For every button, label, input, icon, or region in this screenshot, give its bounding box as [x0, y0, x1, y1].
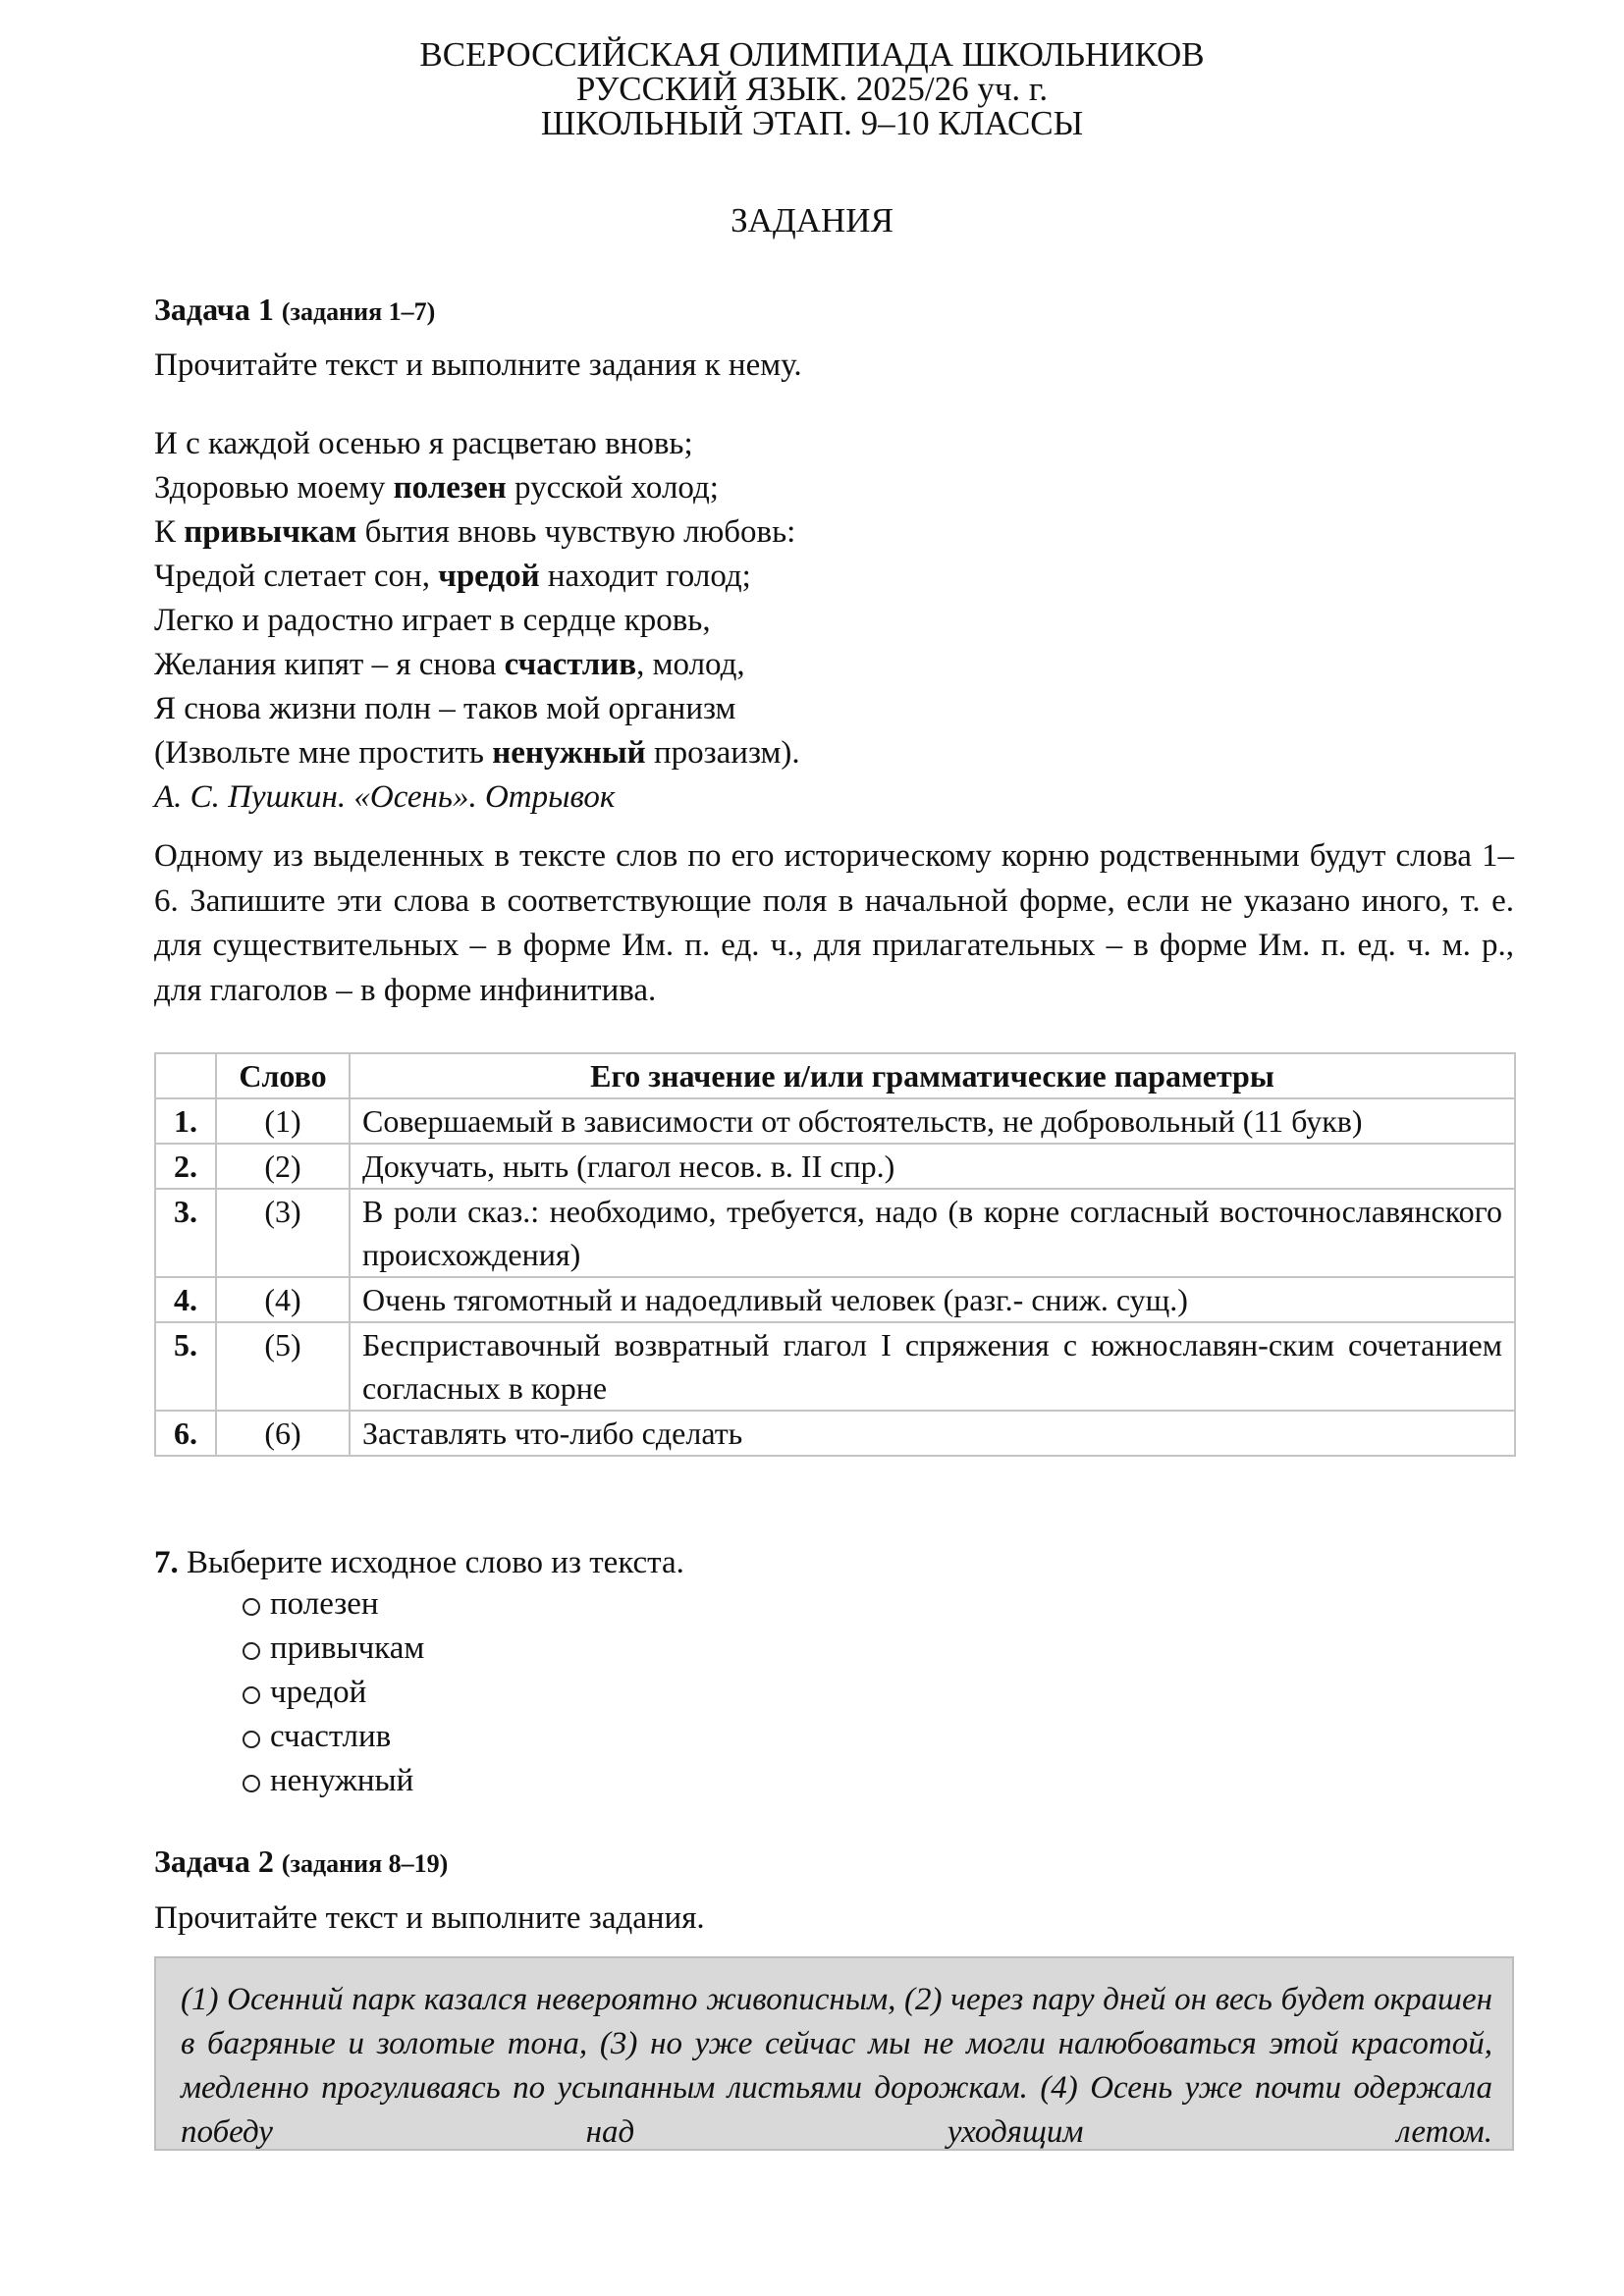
row-number: 2.	[155, 1144, 216, 1189]
question-7	[154, 1541, 684, 1585]
table-header-row	[155, 1053, 1515, 1098]
row-description: Докучать, ныть (глагол несов. в. II спр.)	[350, 1144, 1515, 1189]
task2-title-main: Задача 2	[154, 1843, 274, 1879]
header-num	[155, 1053, 216, 1098]
header-word: Слово	[216, 1053, 350, 1098]
highlighted-word: полезен	[393, 470, 507, 506]
task1-title	[154, 292, 435, 328]
task2-text-box: (1) Осенний парк казался невероятно живописным, (2) через пару дней он весь будет окрашен в багряные и золотые тона, (3) но уже сейчас мы не могли налюбоваться этой красотой, медленно прогуливаясь по усыпанным листьями дорожкам. (4) Осень уже почти одержала победу над уходящим летом.	[154, 1956, 1514, 2151]
row-description: Совершаемый в зависимости от обстоятельств, не добровольный (11 букв)	[350, 1098, 1515, 1144]
task1-title-sub: (задания 1–7)	[281, 297, 436, 326]
table-row	[155, 1098, 1515, 1144]
table-row	[155, 1411, 1515, 1456]
radio-icon[interactable]	[243, 1598, 260, 1616]
table-row	[155, 1189, 1515, 1277]
poem-line: К привычкам бытия вновь чувствую любовь:	[154, 514, 796, 550]
row-description: В роли сказ.: необходимо, требуется, надо (в корне согласный восточнославянского происхождения)	[350, 1189, 1515, 1277]
header-olympiad: ВСЕРОССИЙСКАЯ ОЛИМПИАДА ШКОЛЬНИКОВ	[419, 35, 1205, 74]
row-description: Бесприставочный возвратный глагол I спряжения с южнославян-ским сочетанием согласных в корне	[350, 1322, 1515, 1411]
row-number: 3.	[155, 1189, 216, 1277]
task2-title-sub: (задания 8–19)	[281, 1849, 449, 1878]
option-nenuzhny[interactable]: ненужный	[243, 1759, 424, 1803]
task2-intro: Прочитайте текст и выполните задания.	[154, 1900, 705, 1936]
task2-title	[154, 1843, 448, 1880]
question-7-number: 7.	[154, 1545, 179, 1580]
task1-instruction: Одному из выделенных в тексте слов по его историческому корню родственными будут слова 1–6. Запишите эти слова в соответствующие поля в начальной форме, если не указано иного, т. е. для существительных – в форме Им. п. ед. ч., для прилагательных – в форме Им. п. ед. ч. м. р., для глаголов – в форме инфинитива.	[154, 838, 1514, 1008]
header-meaning: Его значение и/или грамматические параметры	[350, 1053, 1515, 1098]
row-description: Очень тягомотный и надоедливый человек (разг.- сниж. сущ.)	[350, 1277, 1515, 1322]
section-title: ЗАДАНИЯ	[731, 201, 893, 240]
row-number: 4.	[155, 1277, 216, 1322]
row-description: Заставлять что-либо сделать	[350, 1411, 1515, 1456]
header-subject-year: РУССКИЙ ЯЗЫК. 2025/26 уч. г.	[575, 70, 1049, 108]
row-number: 1.	[155, 1098, 216, 1144]
poem-line: Здоровью моему полезен русской холод;	[154, 470, 719, 506]
poem-line: И с каждой осенью я расцветаю вновь;	[154, 426, 693, 461]
option-schastliv[interactable]: счастлив	[243, 1715, 424, 1759]
answer-field[interactable]: (2)	[216, 1144, 350, 1189]
table-row	[155, 1144, 1515, 1189]
radio-icon[interactable]	[243, 1642, 260, 1660]
poem-line: Чредой слетает сон, чредой находит голод;	[154, 559, 751, 594]
row-number: 5.	[155, 1322, 216, 1411]
radio-icon[interactable]	[243, 1731, 260, 1748]
document-header	[0, 37, 1624, 140]
radio-icon[interactable]	[243, 1775, 260, 1792]
header-stage-grades: ШКОЛЬНЫЙ ЭТАП. 9–10 КЛАССЫ	[540, 104, 1084, 142]
highlighted-word: счастлив	[504, 647, 637, 682]
task1-intro: Прочитайте текст и выполните задания к нему.	[154, 347, 802, 383]
poem-line: Легко и радостно играет в сердце кровь,	[154, 603, 711, 638]
highlighted-word: ненужный	[492, 735, 646, 771]
answer-field[interactable]: (3)	[216, 1189, 350, 1277]
table-row	[155, 1277, 1515, 1322]
answer-field[interactable]: (6)	[216, 1411, 350, 1456]
poem-line: (Извольте мне простить ненужный прозаизм).	[154, 735, 800, 771]
poem-author: А. С. Пушкин. «Осень». Отрывок	[154, 779, 616, 815]
option-chredoy[interactable]: чредой	[243, 1671, 424, 1715]
task1-title-main: Задача 1	[154, 292, 274, 327]
poem	[154, 422, 800, 820]
answer-field[interactable]: (1)	[216, 1098, 350, 1144]
poem-line: Я снова жизни полн – таков мой организм	[154, 691, 736, 726]
radio-icon[interactable]	[243, 1686, 260, 1704]
option-polezen[interactable]: полезен	[243, 1582, 424, 1627]
poem-line: Желания кипят – я снова счастлив, молод,	[154, 647, 745, 682]
question-7-options	[243, 1582, 424, 1803]
table-row	[155, 1322, 1515, 1411]
answer-field[interactable]: (5)	[216, 1322, 350, 1411]
answer-field[interactable]: (4)	[216, 1277, 350, 1322]
words-table	[154, 1052, 1516, 1457]
highlighted-word: привычкам	[184, 514, 357, 550]
question-7-text: Выберите исходное слово из текста.	[178, 1545, 684, 1580]
option-privychkam[interactable]: привычкам	[243, 1627, 424, 1671]
highlighted-word: чредой	[438, 559, 540, 594]
row-number: 6.	[155, 1411, 216, 1456]
